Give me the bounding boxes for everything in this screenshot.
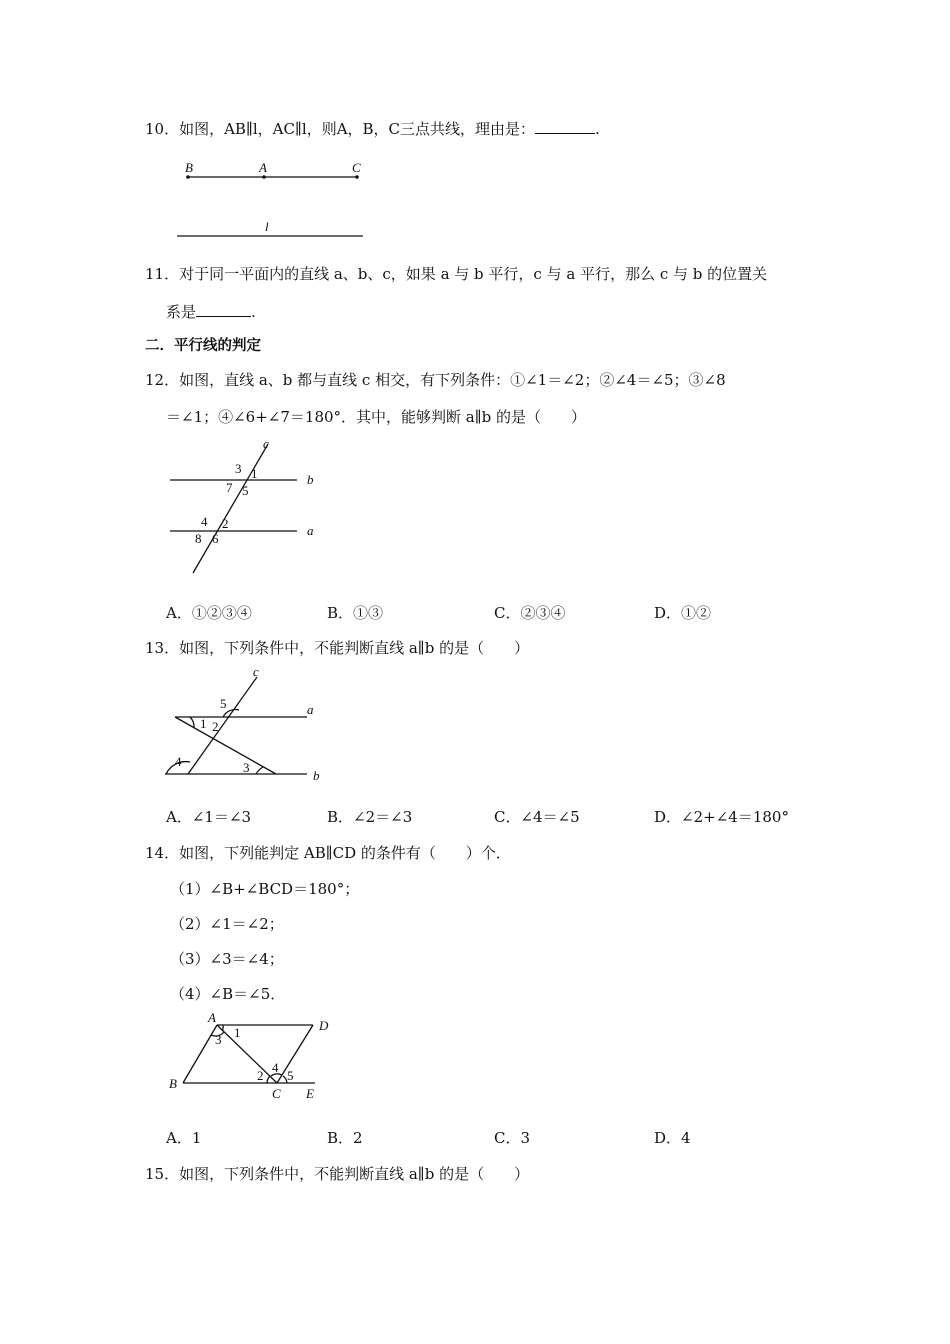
q12-option-b[interactable]: B．①③ xyxy=(327,604,384,622)
svg-text:5: 5 xyxy=(287,1068,294,1083)
q13-option-d[interactable]: D．∠2+∠4＝180° xyxy=(654,808,789,826)
section-title: 二．平行线的判定 xyxy=(145,338,261,354)
svg-text:7: 7 xyxy=(226,480,233,495)
q12-line1: 12．如图，直线 a、b 都与直线 c 相交，有下列条件：①∠1＝∠2；②∠4＝∠5；③∠8 xyxy=(145,371,726,389)
q10-label-A: A xyxy=(259,160,267,175)
q14-label-C: C xyxy=(272,1086,281,1101)
q11-line1: 11．对于同一平面内的直线 a、b、c，如果 a 与 b 平行，c 与 a 平行，那么 c 与 b 的位置关 xyxy=(145,265,768,283)
q14-cond-1: （1）∠B+∠BCD＝180°； xyxy=(170,880,360,898)
svg-text:3: 3 xyxy=(243,760,250,775)
q13-label-b: b xyxy=(313,768,320,783)
q12-label-c: c xyxy=(263,436,269,451)
svg-text:6: 6 xyxy=(212,531,219,546)
svg-text:1: 1 xyxy=(200,716,207,731)
q10-label-B: B xyxy=(185,160,193,175)
q14-cond-3: （3）∠3＝∠4； xyxy=(170,950,284,968)
svg-text:1: 1 xyxy=(251,466,258,481)
q13-figure xyxy=(160,662,330,787)
q10-text: 10．如图，AB∥l，AC∥l，则A，B，C三点共线，理由是： . xyxy=(145,120,600,138)
svg-text:4: 4 xyxy=(201,514,208,529)
q15-text: 15．如图，下列条件中，不能判断直线 a∥b 的是（ ） xyxy=(145,1165,530,1183)
q14-label-A: A xyxy=(208,1010,216,1025)
svg-text:3: 3 xyxy=(235,461,242,476)
q12-line2: ＝∠1；④∠6+∠7＝180°．其中，能够判断 a∥b 的是（ ） xyxy=(166,408,587,426)
svg-text:4: 4 xyxy=(175,754,182,769)
q13-option-b[interactable]: B．∠2＝∠3 xyxy=(327,808,413,826)
q14-cond-2: （2）∠1＝∠2； xyxy=(170,915,284,933)
svg-text:2: 2 xyxy=(212,719,219,734)
q13-option-a[interactable]: A．∠1＝∠3 xyxy=(166,808,252,826)
svg-text:1: 1 xyxy=(234,1025,241,1040)
q14-label-B: B xyxy=(169,1076,177,1091)
q12-label-a: a xyxy=(307,523,314,538)
q14-label-E: E xyxy=(306,1086,314,1101)
q12-label-b: b xyxy=(307,472,314,487)
q10-blank xyxy=(535,119,595,134)
svg-text:5: 5 xyxy=(242,483,249,498)
q14-option-d[interactable]: D．4 xyxy=(654,1129,691,1147)
q13-label-a: a xyxy=(307,702,314,717)
q11-line2: 系是 . xyxy=(166,303,256,321)
q14-text: 14．如图，下列能判定 AB∥CD 的条件有（ ）个． xyxy=(145,844,511,862)
q10-figure xyxy=(170,155,370,245)
q12-option-a[interactable]: A．①②③④ xyxy=(166,604,252,622)
q10-label-C: C xyxy=(352,160,361,175)
q12-figure xyxy=(165,436,325,575)
q12-option-d[interactable]: D．①② xyxy=(654,604,712,622)
svg-text:2: 2 xyxy=(257,1068,264,1083)
q11-blank xyxy=(196,302,251,317)
svg-text:8: 8 xyxy=(195,531,202,546)
q14-option-b[interactable]: B．2 xyxy=(327,1129,363,1147)
q10-label-l: l xyxy=(265,219,269,234)
q13-text: 13．如图，下列条件中，不能判断直线 a∥b 的是（ ） xyxy=(145,639,530,657)
q13-label-c: c xyxy=(253,664,259,679)
q14-cond-4: （4）∠B＝∠5． xyxy=(170,985,286,1003)
q14-label-D: D xyxy=(319,1018,329,1033)
q13-option-c[interactable]: C．∠4＝∠5 xyxy=(494,808,580,826)
svg-text:4: 4 xyxy=(272,1060,279,1075)
q14-option-c[interactable]: C．3 xyxy=(494,1129,531,1147)
svg-text:5: 5 xyxy=(220,696,227,711)
svg-text:2: 2 xyxy=(222,516,229,531)
q12-option-c[interactable]: C．②③④ xyxy=(494,604,566,622)
svg-text:3: 3 xyxy=(215,1032,222,1047)
q14-option-a[interactable]: A．1 xyxy=(166,1129,202,1147)
q14-figure xyxy=(165,1010,340,1105)
